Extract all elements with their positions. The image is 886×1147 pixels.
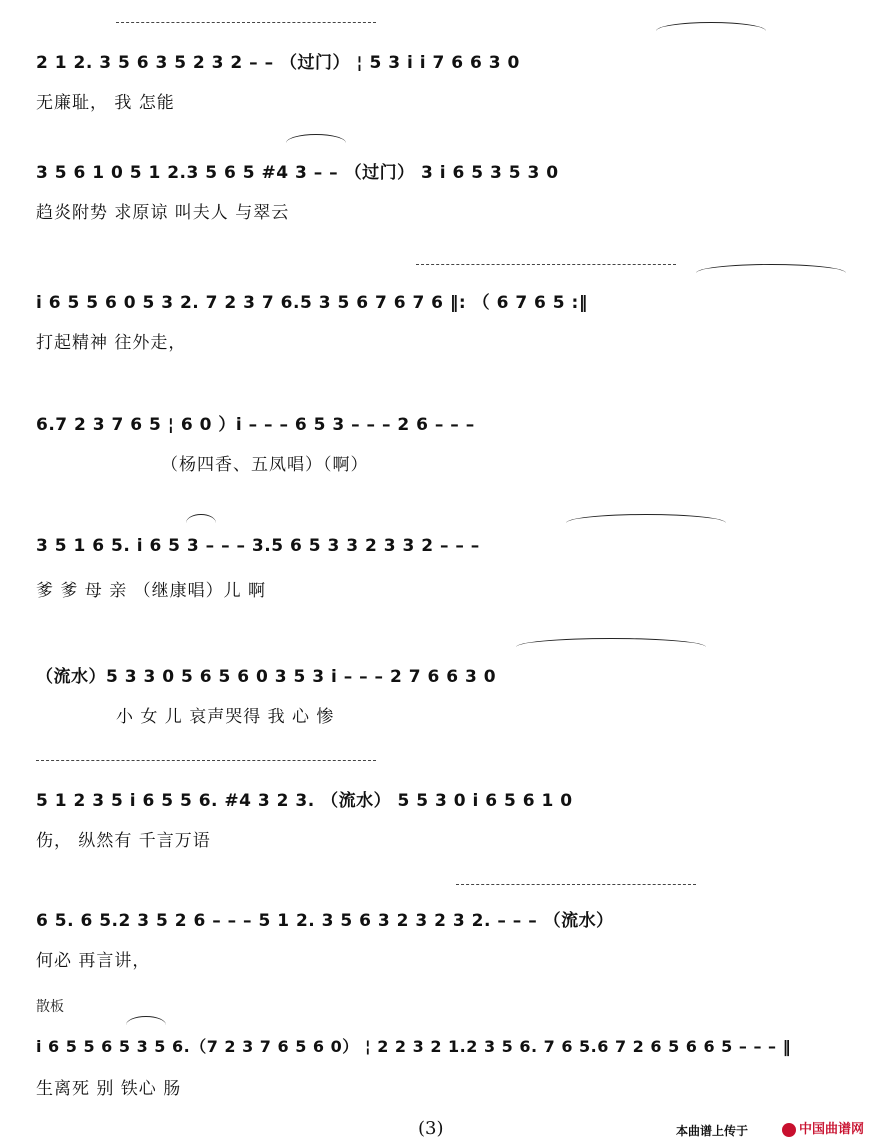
lyric-line: （杨四香、五凤唱）（啊） (161, 455, 369, 475)
score-system-7 (36, 786, 850, 856)
upload-credit: 本曲谱上传于 (676, 1124, 749, 1138)
score-system-9 (36, 1034, 850, 1104)
tempo-marking: 散板 (36, 999, 64, 1015)
lyric-line: 无廉耻， 我 怎能 (36, 93, 175, 113)
slur (516, 638, 706, 647)
score-system-4 (36, 410, 850, 480)
score-system-5 (36, 536, 850, 606)
score-system-2 (36, 158, 850, 228)
slur (566, 514, 726, 523)
lyric-line: 爹 爹 母 亲 （继康唱）儿 啊 (36, 581, 267, 601)
score-system-6 (36, 662, 850, 732)
lyric-line: 打起精神 往外走， (36, 333, 187, 353)
lyric-line: 小 女 儿 哀声哭得 我 心 惨 (116, 707, 335, 727)
notation-line: i 6 5 5 6 5 3 5 6.（7 2 3 7 6 5 6 0） ¦ 2 2 3 2 1.2 3 5 6. 7 6 5.6 7 2 6 5 6 6 5 – – – ‖ (36, 1037, 792, 1056)
slur (286, 134, 346, 143)
lyric-line: 伤， 纵然有 千言万语 (36, 831, 211, 851)
notation-line: i 6 5 5 6 0 5 3 2. 7 2 3 7 6.5 3 5 6 7 6 7 6 ‖: （ 6 7 6 5 :‖ (36, 293, 588, 313)
notation-line: （流水）5 3 3 0 5 6 5 6 0 3 5 3 i – – – 2 7 6 6 3 0 (36, 667, 497, 687)
notation-line: 6 5. 6 5.2 3 5 2 6 – – – 5 1 2. 3 5 6 3 2 3 2 3 2. – – – （流水） (36, 911, 614, 931)
page-number: (3) (418, 1118, 444, 1139)
score-system-8 (36, 906, 850, 976)
logo-icon (782, 1123, 796, 1137)
lyric-line: 趋炎附势 求原谅 叫夫人 与翠云 (36, 203, 290, 223)
slur (36, 760, 376, 761)
lyric-line: 生离死 别 铁心 肠 (36, 1079, 182, 1099)
lyric-line: 何必 再言讲， (36, 951, 151, 971)
notation-line: 2 1 2. 3 5 6 3 5 2 3 2 – – （过门） ¦ 5 3 i i 7 6 6 3 0 (36, 53, 520, 73)
slur (126, 1016, 166, 1025)
slur (186, 514, 216, 523)
slur (116, 22, 376, 23)
slur (696, 264, 846, 273)
score-system-3 (36, 288, 850, 358)
notation-line: 6.7 2 3 7 6 5 ¦ 6 0 ）i – – – 6 5 3 – – – 2 6 – – – (36, 415, 475, 435)
site-logo (782, 1118, 864, 1137)
site-name: 中国曲谱网 (799, 1122, 865, 1137)
notation-line: 5 1 2 3 5 i 6 5 5 6. #4 3 2 3. （流水） 5 5 3 0 i 6 5 6 1 0 (36, 791, 573, 811)
notation-line: 3 5 6 1 0 5 1 2.3 5 6 5 #4 3 – – （过门） 3 i 6 5 3 5 3 0 (36, 163, 559, 183)
slur (456, 884, 696, 885)
slur (656, 22, 766, 31)
slur (416, 264, 676, 265)
score-system-1 (36, 48, 850, 118)
notation-line: 3 5 1 6 5. i 6 5 3 – – – 3.5 6 5 3 3 2 3 3 2 – – – (36, 536, 480, 556)
